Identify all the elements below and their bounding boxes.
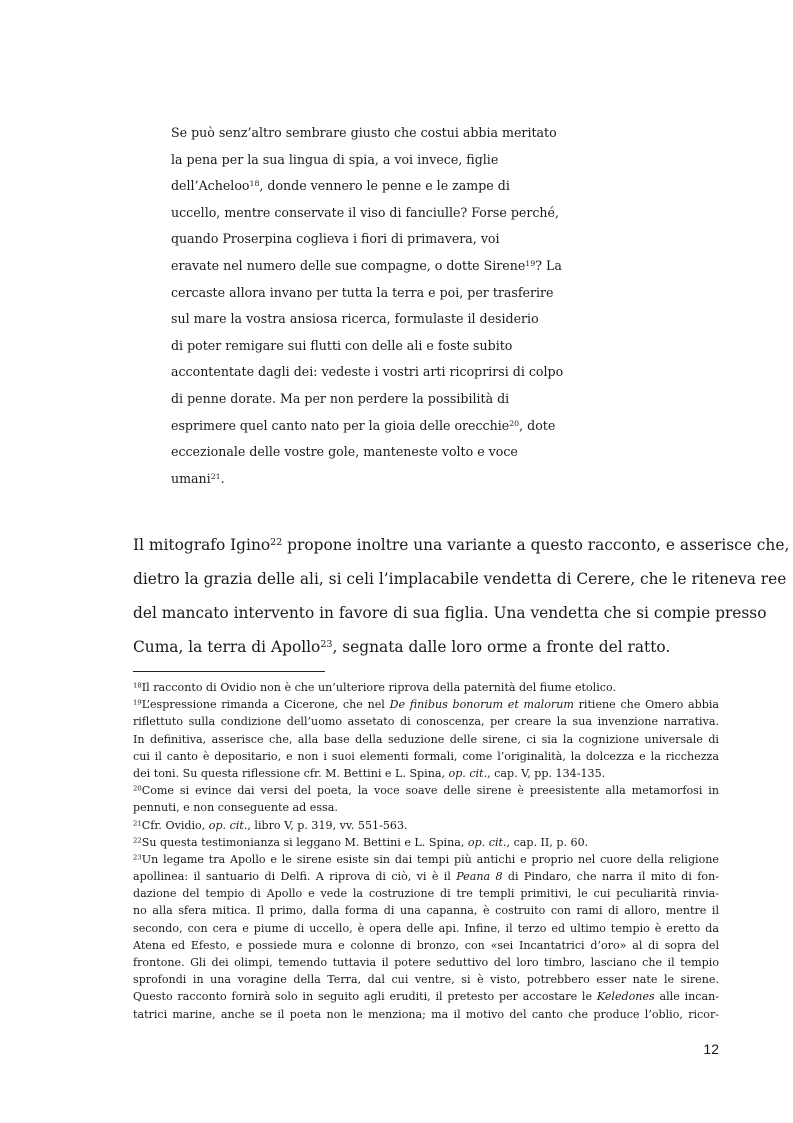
footnote-marker: 23 <box>133 853 142 862</box>
text-segment: , dote <box>519 417 556 433</box>
footnote-marker: 19 <box>133 698 142 707</box>
footnote-marker: 23 <box>320 639 333 651</box>
text-segment: , cap. V, pp. 134-135. <box>487 766 606 780</box>
text-line <box>133 630 719 664</box>
italic-text: De finibus bonorum et malorum <box>389 698 574 712</box>
text-line <box>171 333 551 360</box>
text-segment: sul mare la vostra ansiosa ricerca, formulaste il desiderio <box>171 311 539 327</box>
text-segment: . <box>220 470 225 486</box>
italic-text: Keledones <box>596 990 655 1004</box>
block-quote <box>171 120 564 492</box>
text-segment: eccezionale delle vostre gole, manteneste volto e voce <box>171 444 518 460</box>
text-line <box>133 971 719 988</box>
text-segment: esprimere quel canto nato per la gioia delle orecchie <box>171 417 510 433</box>
text-line <box>171 226 551 253</box>
text-line <box>133 596 767 630</box>
footnote-marker: 19 <box>525 259 536 269</box>
page-number: 12 <box>703 1041 719 1057</box>
text-segment: cui il canto è depositario, e non i suoi elementi formali, come l’originalità, la dolcezza e la ricchezza <box>133 749 719 763</box>
footnote-marker: 22 <box>270 537 283 549</box>
text-line <box>133 920 719 937</box>
text-line <box>133 713 719 730</box>
text-segment: Cuma, la terra di Apollo <box>133 638 321 656</box>
text-segment: umani <box>171 470 211 486</box>
text-segment: Su questa testimonianza si leggano M. Bettini e L. Spina, <box>141 835 468 849</box>
text-line <box>171 439 551 466</box>
text-segment: la pena per la sua lingua di spia, a voi invece, figlie <box>171 151 499 167</box>
text-segment: ? La <box>535 257 562 273</box>
text-segment: tatrici marine, anche se il poeta non le menziona; ma il motivo del canto che produce l’oblio, ricor- <box>133 1007 719 1021</box>
text-line <box>171 386 551 413</box>
footnote-marker: 22 <box>133 836 142 845</box>
text-segment: del mancato intervento in favore di sua figlia. Una vendetta che si compie presso <box>133 604 767 622</box>
footnote-marker: 21 <box>210 471 221 481</box>
text-segment: riflettuto sulla condizione dell’uomo assetato di conoscenza, per creare la sua invenzione narrativa. <box>133 715 719 729</box>
footnote-marker: 20 <box>133 784 142 793</box>
text-segment: L’espressione rimanda a Cicerone, che nel <box>141 698 390 712</box>
text-line <box>133 988 719 1005</box>
text-segment: alle incan- <box>654 990 720 1004</box>
text-line <box>133 562 787 596</box>
text-line <box>133 817 719 834</box>
text-line <box>133 868 719 885</box>
text-segment: di Pindaro, che narra il mito di fon- <box>502 870 719 884</box>
text-segment: secondo, con cera e piume di uccello, è opera delle api. Infine, il terzo ed ultimo tempio è eretto da <box>133 921 719 935</box>
text-line <box>171 147 551 174</box>
text-segment: Atena ed Efesto, e possiede mura e colonne di bronzo, con «sei Incantatrici d’oro» al di sopra del <box>133 938 719 952</box>
text-line <box>133 748 719 765</box>
text-segment: , libro V, p. 319, vv. 551-563. <box>247 818 408 832</box>
italic-text: op. cit. <box>208 818 248 832</box>
text-segment: Come si evince dai versi del poeta, la voce soave delle sirene è preesistente alla metamorfosi in <box>141 784 719 798</box>
text-line <box>133 937 719 954</box>
italic-text: op. cit. <box>448 766 488 780</box>
text-line <box>171 173 551 200</box>
text-line <box>171 359 564 386</box>
text-segment: cercaste allora invano per tutta la terra e poi, per trasferire <box>171 284 554 300</box>
text-segment: In definitiva, asserisce che, alla base della seduzione delle sirene, ci sia la cognizione universale di <box>133 732 719 746</box>
text-segment: Questo racconto fornirà solo in seguito agli eruditi, il pretesto per accostare le <box>133 990 597 1004</box>
body-paragraph <box>133 528 790 664</box>
text-segment: accontentate dagli dei: vedeste i vostri arti ricoprirsi di colpo <box>171 364 564 380</box>
footnote-marker: 18 <box>249 179 260 189</box>
text-line <box>171 413 556 440</box>
text-line <box>133 696 719 713</box>
footnote-marker: 21 <box>133 819 142 828</box>
text-segment: apollinea: il santuario di Delfi. A riprova di ciò, vi è il <box>133 870 457 884</box>
text-segment: dei toni. Su questa riflessione cfr. M. Bettini e L. Spina, <box>133 766 449 780</box>
text-segment: Se può senz’altro sembrare giusto che costui abbia meritato <box>171 125 557 140</box>
text-line <box>171 280 554 307</box>
text-segment: Un legame tra Apollo e le sirene esiste sin dai tempi più antichi e proprio nel cuore della religione <box>141 852 719 866</box>
text-line <box>133 851 719 868</box>
text-line <box>133 679 719 696</box>
text-segment: ritiene che Omero abbia <box>573 698 719 712</box>
text-line <box>171 120 557 147</box>
text-line <box>171 466 551 493</box>
text-line <box>133 765 719 782</box>
text-segment: Il mitografo Igino <box>133 536 271 554</box>
footnotes <box>133 679 719 1023</box>
footnote-marker: 18 <box>133 681 142 690</box>
italic-text: op. cit. <box>467 835 507 849</box>
text-line <box>133 528 790 562</box>
text-line <box>171 253 562 280</box>
text-segment: di poter remigare sui flutti con delle ali e foste subito <box>171 337 513 353</box>
text-segment: propone inoltre una variante a questo racconto, e asserisce che, <box>282 536 790 554</box>
text-line <box>133 885 719 902</box>
text-segment: no alla sfera mitica. Il primo, dalla forma di una capanna, è costruito con rami di alloro, mentre il <box>133 904 719 918</box>
text-line <box>133 731 719 748</box>
text-line <box>133 799 719 816</box>
text-line <box>133 1006 719 1023</box>
footnote-separator <box>133 671 325 672</box>
text-segment: eravate nel numero delle sue compagne, o dotte Sirene <box>171 257 526 273</box>
text-line <box>171 306 551 333</box>
text-line <box>133 834 719 851</box>
text-segment: , donde vennero le penne e le zampe di <box>259 178 510 194</box>
text-segment: , cap. II, p. 60. <box>506 835 589 849</box>
text-segment: di penne dorate. Ma per non perdere la possibilità di <box>171 390 510 406</box>
text-segment: , segnata dalle loro orme a fronte del ratto. <box>332 638 671 656</box>
text-segment: frontone. Gli dei olimpi, temendo tuttavia il potere seduttivo del loro timbro, lasciano che il tempio <box>133 956 719 969</box>
text-segment: uccello, mentre conservate il viso di fanciulle? Forse perché, <box>171 204 559 220</box>
text-line <box>133 954 719 971</box>
footnote-marker: 20 <box>509 418 520 428</box>
text-segment: dell’Acheloo <box>171 178 250 194</box>
text-line <box>133 782 719 799</box>
italic-text: Peana 8 <box>456 870 503 884</box>
text-segment: sprofondi in una voragine della Terra, dal cui ventre, si è visto, potrebbero esser nate le sirene. <box>133 973 719 987</box>
text-segment: pennuti, e non conseguente ad essa. <box>133 801 338 815</box>
text-segment: Il racconto di Ovidio non è che un’ulteriore riprova della paternità del fiume etolico. <box>141 681 616 694</box>
text-segment: dietro la grazia delle ali, si celi l’implacabile vendetta di Cerere, che le riteneva ree <box>133 570 787 588</box>
text-segment: quando Proserpina coglieva i fiori di primavera, voi <box>171 231 500 247</box>
text-line <box>171 200 559 227</box>
text-line <box>133 902 719 919</box>
text-segment: dazione del tempio di Apollo e vede la costruzione di tre templi primitivi, le cui peculiarità rinvia- <box>133 887 719 901</box>
text-segment: Cfr. Ovidio, <box>141 818 209 832</box>
